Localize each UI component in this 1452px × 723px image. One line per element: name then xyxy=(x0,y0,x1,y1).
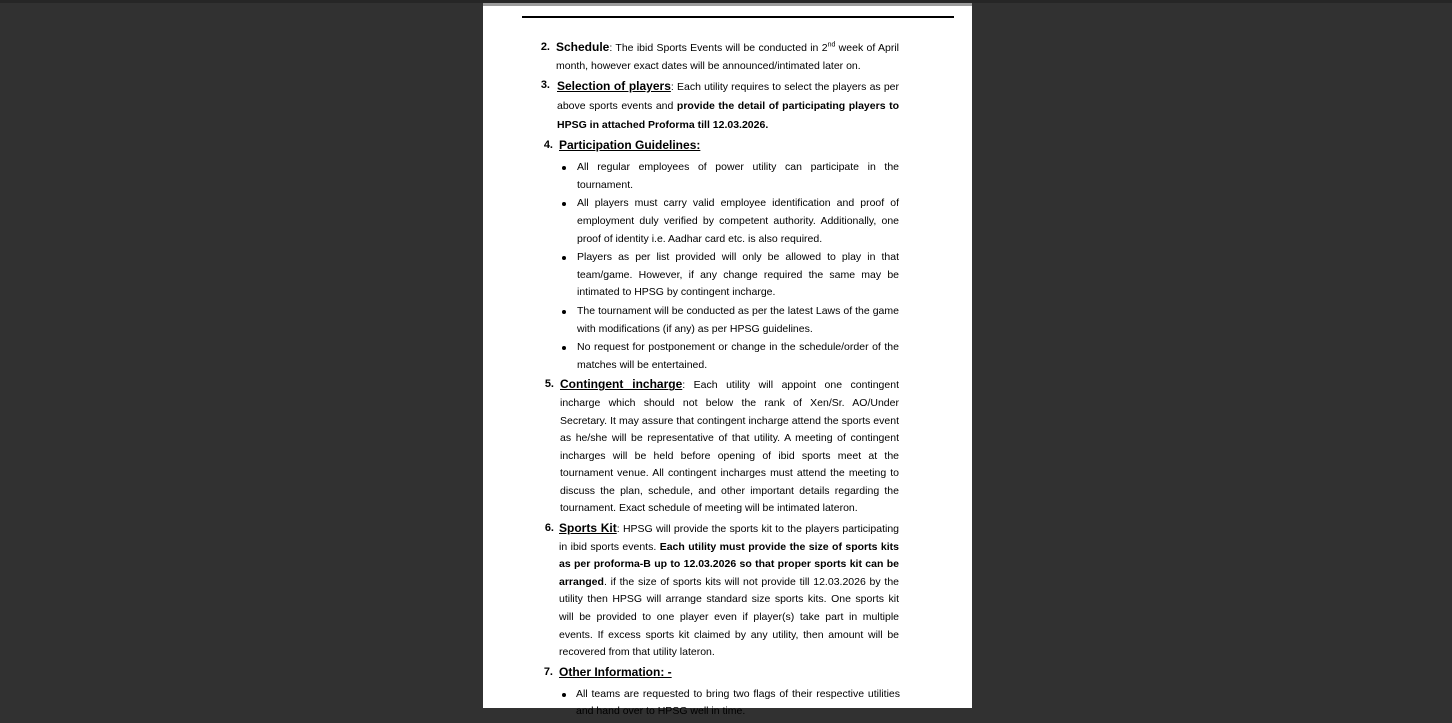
bullet-text: Players as per list provided will only be allowed to play in that team/game. However, if any change required the same may be intimated to HPSG by contingent incharge. xyxy=(577,251,899,299)
list-item xyxy=(577,249,899,302)
section-number: 3. xyxy=(540,79,550,92)
section-other xyxy=(483,664,972,721)
section-contingent xyxy=(483,376,972,518)
participation-bullet-list xyxy=(577,159,899,374)
list-item xyxy=(577,159,899,194)
bullet-text: The tournament will be conducted as per the latest Laws of the game with modifications (if any) as per HPSG guidelines. xyxy=(577,304,899,335)
section-schedule xyxy=(483,39,972,75)
section-number: 4. xyxy=(543,139,553,152)
section-heading-other-row xyxy=(559,664,972,686)
section-number: 7. xyxy=(543,665,553,678)
section-selection-text xyxy=(557,77,899,135)
sports-kit-text-part-2: . if the size of sports kits will not provide till 12.03.2026 by the utility then HPSG will arrange standard size sports kits. One sports kit will be provided to one player even if player(s) take part in multiple events. If excess sports kit claimed by any utility, then amount will be recovered from that utility lateron. xyxy=(559,575,899,659)
section-heading-participation-row xyxy=(559,137,972,159)
section-heading-contingent: Contingent incharge xyxy=(560,377,683,392)
list-item xyxy=(576,686,900,721)
bullet-text: All teams are requested to bring two flags of their respective utilities and hand over to HPSG well in time. xyxy=(576,687,900,718)
other-bullet-list xyxy=(576,686,900,721)
section-number: 2. xyxy=(540,41,550,53)
list-item xyxy=(577,195,899,248)
section-contingent-text xyxy=(560,376,899,518)
list-item xyxy=(577,303,899,338)
section-heading-participation: Participation Guidelines: xyxy=(559,138,701,153)
section-schedule-text xyxy=(556,39,899,75)
section-participation xyxy=(483,137,972,374)
bullet-icon xyxy=(562,693,566,697)
section-heading-selection: Selection of players xyxy=(557,79,671,94)
section-heading-sports-kit: Sports Kit xyxy=(559,521,617,536)
page-top-edge xyxy=(483,3,972,6)
section-sports-kit-text xyxy=(559,520,899,662)
schedule-text-part-1: : The ibid Sports Events will be conducted in 2 xyxy=(609,42,828,54)
list-item xyxy=(577,339,899,374)
selection-bold-text: provide the detail of participating players to HPSG in attached Proforma till 12.03.2026. xyxy=(557,100,900,132)
contingent-text: : Each utility will appoint one contingent incharge which should not below the rank of Xen/Sr. AO/Under Secretary. It may assure that contingent incharge attend the sports event as he/she will be representative of that utility. A meeting of contingent incharges will be held before opening of ibid sports meet at the tournament venue. All contingent incharges must attend the meeting to discuss the plan, schedule, and other important details regarding the tournament. Exact schedule of meeting will be intimated lateron. xyxy=(560,379,899,515)
schedule-text-part-2: week of April month, however exact dates will be announced/intimated later on. xyxy=(556,42,900,72)
bullet-icon xyxy=(562,202,566,206)
section-heading-schedule: Schedule xyxy=(556,40,610,54)
section-sports-kit xyxy=(483,520,972,662)
document-body xyxy=(483,39,972,723)
section-heading-other: Other Information: - xyxy=(559,664,672,679)
sports-kit-text-part-1: : HPSG will provide the sports kit to the players participating in ibid sports events. xyxy=(559,523,899,553)
bullet-text: All players must carry valid employee identification and proof of employment duly verified by competent authority. Additionally, one proof of identity i.e. Aadhar card etc. is also required. xyxy=(577,197,899,245)
document-page xyxy=(483,3,972,718)
sports-kit-bold-text: Each utility must provide the size of sports kits as per proforma-B up to 12.03.2026 so that proper sports kit can be arranged xyxy=(559,540,899,588)
section-number: 6. xyxy=(544,522,554,535)
schedule-superscript: nd xyxy=(827,41,836,49)
bullet-icon xyxy=(562,256,566,260)
section-selection xyxy=(483,77,972,135)
bullet-text: No request for postponement or change in the schedule/order of the matches will be entertained. xyxy=(577,341,899,371)
selection-text: : Each utility requires to select the players as per above sports events and xyxy=(557,81,900,113)
bullet-icon xyxy=(562,166,566,170)
bullet-icon xyxy=(562,310,566,314)
section-number: 5. xyxy=(544,378,554,391)
bullet-text: All regular employees of power utility can participate in the tournament. xyxy=(577,161,899,191)
header-rule xyxy=(522,16,954,18)
bullet-icon xyxy=(562,346,566,350)
